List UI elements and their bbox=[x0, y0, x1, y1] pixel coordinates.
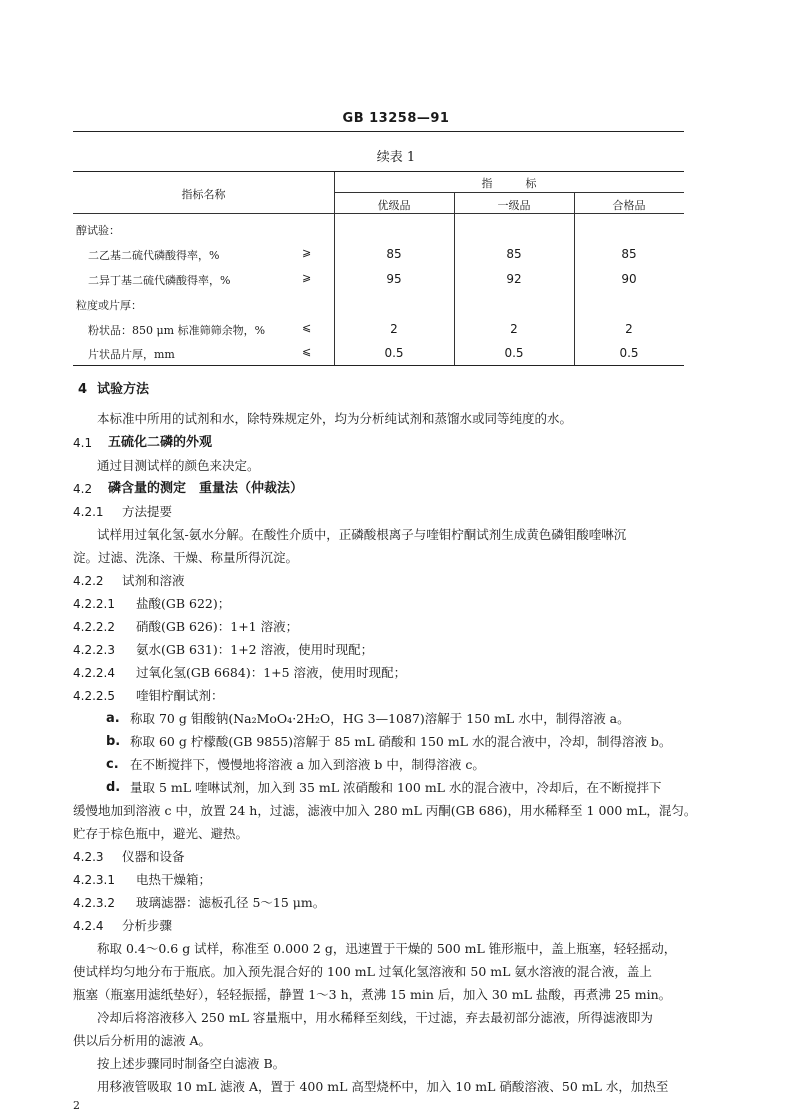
list-item: 玻璃滤器：滤板孔径 5～15 μm。 bbox=[136, 895, 326, 910]
paragraph: 使试样均匀地分布于瓶底。加入预先混合好的 100 mL 过氧化氢溶液和 50 mL 氨水溶液的混合液，盖上 bbox=[73, 964, 652, 979]
section-title: 试剂和溶液 bbox=[122, 573, 185, 588]
cell-value: 0.5 bbox=[619, 346, 639, 360]
sub-item-text: 称取 60 g 柠檬酸(GB 9855)溶解于 85 mL 硝酸和 150 mL 水的混合液中，冷却，制得溶液 b。 bbox=[130, 734, 672, 749]
sub-item-label: b. bbox=[106, 734, 121, 749]
section-number: 4.2.3.2 bbox=[73, 896, 115, 910]
paragraph: 试样用过氧化氢-氨水分解。在酸性介质中，正磷酸根离子与喹钼柠酮试剂生成黄色磷钼酸喹啉沉 bbox=[97, 527, 627, 542]
page-number: 2 bbox=[73, 1099, 80, 1112]
section-title: 仪器和设备 bbox=[122, 849, 185, 864]
section-title: 磷含量的测定 重量法（仲裁法） bbox=[108, 481, 304, 496]
list-item: 喹钼柠酮试剂： bbox=[136, 688, 224, 703]
paragraph: 冷却后将溶液移入 250 mL 容量瓶中，用水稀释至刻线，干过滤，弃去最初部分滤液，所得滤液即为 bbox=[97, 1010, 653, 1025]
section-number: 4.2.2.5 bbox=[73, 689, 115, 703]
section-number: 4 bbox=[78, 382, 88, 397]
paragraph: 称取 0.4～0.6 g 试样，称准至 0.000 2 g，迅速置于干燥的 500 mL 锥形瓶中，盖上瓶塞，轻轻摇动， bbox=[97, 941, 677, 956]
section-title: 方法提要 bbox=[122, 504, 173, 519]
cell-value: 90 bbox=[621, 272, 637, 286]
list-item: 过氧化氢(GB 6684)：1+5 溶液，使用时现配； bbox=[136, 665, 407, 680]
spec-table bbox=[73, 171, 684, 366]
cell-value: 85 bbox=[506, 247, 522, 261]
row-label: 醇试验： bbox=[76, 224, 120, 237]
paragraph: 本标准中所用的试剂和水，除特殊规定外，均为分析纯试剂和蒸馏水或同等纯度的水。 bbox=[97, 411, 573, 426]
row-operator: ⩽ bbox=[302, 345, 312, 358]
row-label: 片状品片厚，mm bbox=[88, 348, 175, 361]
paragraph: 瓶塞（瓶塞用滤纸垫好），轻轻振摇，静置 1～3 h，煮沸 15 min 后，加入 30 mL 盐酸，再煮沸 25 min。 bbox=[73, 987, 672, 1002]
section-title: 五硫化二磷的外观 bbox=[108, 435, 213, 450]
sub-item-label: a. bbox=[106, 711, 120, 726]
sub-item-text: 称取 70 g 钼酸钠(Na₂MoO₄·2H₂O，HG 3—1087)溶解于 150 mL 水中，制得溶液 a。 bbox=[130, 711, 630, 726]
sub-item-text: 缓慢地加到溶液 c 中，放置 24 h，过滤，滤液中加入 280 mL 丙酮(GB 686)，用水稀释至 1 000 mL，混匀。 bbox=[73, 803, 697, 818]
cell-value: 2 bbox=[625, 322, 633, 336]
document-header: GB 13258—91 bbox=[342, 111, 450, 126]
sub-item-text: 贮存于棕色瓶中，避光、避热。 bbox=[73, 826, 249, 841]
cell-value: 2 bbox=[390, 322, 398, 336]
cell-value: 85 bbox=[621, 247, 637, 261]
table-hline bbox=[334, 192, 684, 193]
cell-value: 0.5 bbox=[384, 346, 404, 360]
paragraph: 供以后分析用的滤液 A。 bbox=[73, 1033, 212, 1048]
col-header-grade: 优级品 bbox=[377, 199, 411, 212]
col-header-index: 指 标 bbox=[481, 177, 537, 190]
section-number: 4.2.4 bbox=[73, 919, 104, 933]
row-operator: ⩾ bbox=[302, 246, 312, 259]
col-header-name: 指标名称 bbox=[181, 188, 226, 201]
section-number: 4.2.2.3 bbox=[73, 643, 115, 657]
section-number: 4.2 bbox=[73, 482, 93, 496]
section-title: 试验方法 bbox=[97, 382, 150, 397]
header-rule bbox=[73, 131, 684, 132]
list-item: 盐酸(GB 622)； bbox=[136, 596, 231, 611]
cell-value: 0.5 bbox=[504, 346, 524, 360]
cell-value: 2 bbox=[510, 322, 518, 336]
row-operator: ⩽ bbox=[302, 321, 312, 334]
list-item: 硝酸(GB 626)：1+1 溶液； bbox=[136, 619, 299, 634]
table-title: 续表 1 bbox=[376, 150, 416, 165]
section-number: 4.1 bbox=[73, 436, 93, 450]
sub-item-text: 量取 5 mL 喹啉试剂，加入到 35 mL 浓硝酸和 100 mL 水的混合液中，冷却后，在不断搅拌下 bbox=[130, 780, 662, 795]
row-label: 二异丁基二硫代磷酸得率，% bbox=[88, 274, 231, 287]
section-number: 4.2.3.1 bbox=[73, 873, 115, 887]
row-label: 二乙基二硫代磷酸得率，% bbox=[88, 249, 220, 262]
row-label: 粒度或片厚： bbox=[76, 299, 142, 312]
row-label: 粉状品：850 μm 标准筛筛余物，% bbox=[88, 324, 266, 337]
col-header-grade: 一级品 bbox=[497, 199, 531, 212]
paragraph: 用移液管吸取 10 mL 滤液 A，置于 400 mL 高型烧杯中，加入 10 mL 硝酸溶液、50 mL 水，加热至 bbox=[97, 1079, 669, 1094]
section-number: 4.2.2.4 bbox=[73, 666, 115, 680]
sub-item-label: d. bbox=[106, 780, 121, 795]
col-header-grade: 合格品 bbox=[612, 199, 646, 212]
paragraph: 通过目测试样的颜色来决定。 bbox=[97, 458, 260, 473]
section-number: 4.2.1 bbox=[73, 505, 104, 519]
row-operator: ⩾ bbox=[302, 271, 312, 284]
table-hline bbox=[73, 213, 684, 214]
list-item: 电热干燥箱； bbox=[136, 872, 212, 887]
cell-value: 85 bbox=[386, 247, 402, 261]
section-number: 4.2.3 bbox=[73, 850, 104, 864]
sub-item-text: 在不断搅拌下，慢慢地将溶液 a 加入到溶液 b 中，制得溶液 c。 bbox=[130, 757, 485, 772]
sub-item-label: c. bbox=[106, 757, 119, 772]
section-number: 4.2.2.2 bbox=[73, 620, 115, 634]
paragraph: 按上述步骤同时制备空白滤液 B。 bbox=[97, 1056, 286, 1071]
list-item: 氨水(GB 631)：1+2 溶液，使用时现配； bbox=[136, 642, 374, 657]
cell-value: 95 bbox=[386, 272, 402, 286]
section-title: 分析步骤 bbox=[122, 918, 173, 933]
section-number: 4.2.2 bbox=[73, 574, 104, 588]
cell-value: 92 bbox=[506, 272, 522, 286]
section-number: 4.2.2.1 bbox=[73, 597, 115, 611]
paragraph: 淀。过滤、洗涤、干燥、称量所得沉淀。 bbox=[73, 550, 299, 565]
